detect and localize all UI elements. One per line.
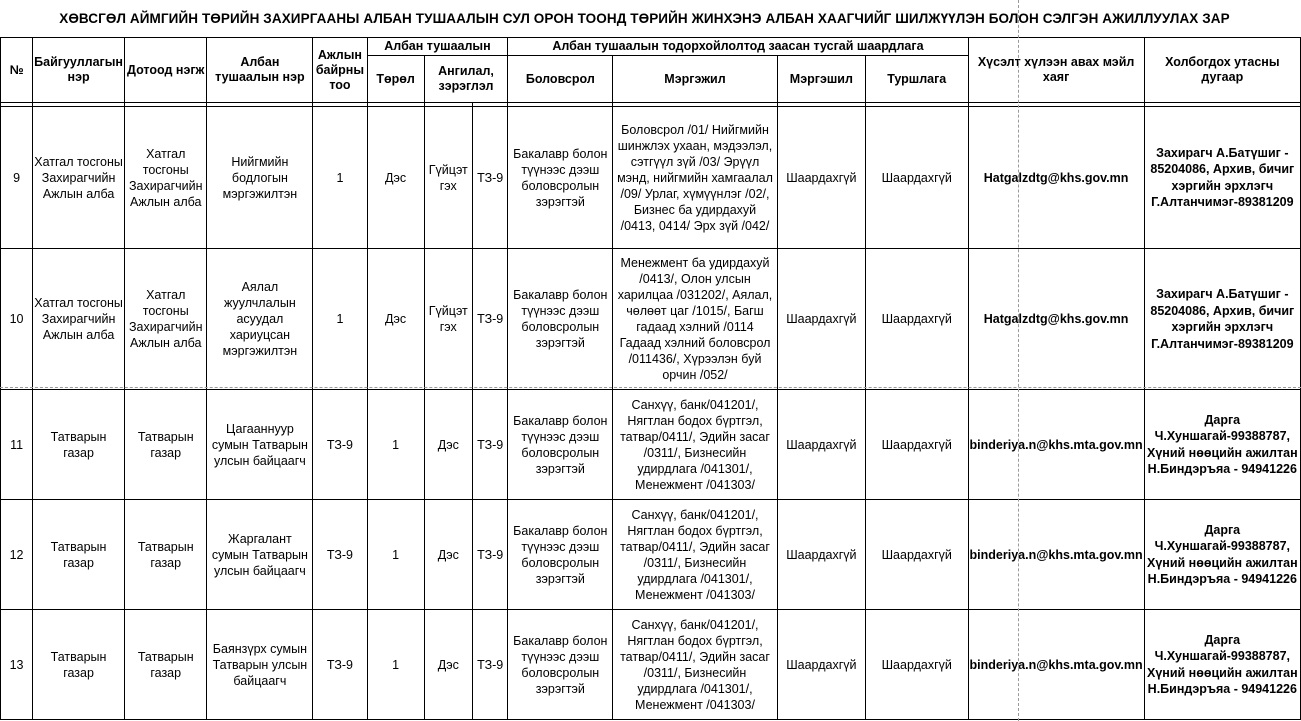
cell-grade[interactable]: ТЗ-9 (472, 249, 507, 390)
cell-count[interactable]: ТЗ-9 (313, 500, 367, 610)
cell-position[interactable]: Цагааннуур сумын Татварын улсын байцаагч (207, 390, 313, 500)
cell-skill[interactable]: Шаардахгүй (777, 500, 865, 610)
header-class: Ангилал, зэрэглэл (424, 56, 508, 103)
cell-type[interactable]: Дэс (367, 249, 424, 390)
cell-count[interactable]: ТЗ-9 (313, 390, 367, 500)
cell-education[interactable]: Бакалавр болон түүнээс дээш боловсролын зэрэгтэй (508, 390, 613, 500)
cell-class[interactable]: Дэс (424, 610, 472, 720)
table-row (1, 610, 1301, 720)
header-profession: Мэргэжил (613, 56, 777, 103)
cell-class[interactable]: Гүйцэт гэх (424, 107, 472, 249)
cell-count[interactable]: 1 (313, 107, 367, 249)
header-email: Хүсэлт хүлээн авах мэйл хаяг (968, 38, 1144, 103)
cell-email[interactable]: Hatgalzdtg@khs.gov.mn (968, 249, 1144, 390)
header-type: Төрөл (367, 56, 424, 103)
cell-grade[interactable]: ТЗ-9 (472, 390, 507, 500)
cell-email[interactable]: Hatgalzdtg@khs.gov.mn (968, 107, 1144, 249)
cell-count[interactable]: 1 (313, 249, 367, 390)
cell-grade[interactable]: ТЗ-9 (472, 610, 507, 720)
cell-no[interactable]: 13 (1, 610, 33, 720)
cell-unit[interactable]: Хатгал тосгоны Захирагчийн Ажлын алба (124, 249, 207, 390)
cell-profession[interactable]: Менежмент ба удирдахуй /0413/, Олон улсын харилцаа /031202/, Аялал, чөлөөт цаг /1015/, Багш гадаад хэлний /0114 Гадаад хэлний боловсрол /011436/, Хүрээлэн буй орчин /052/ (613, 249, 777, 390)
table-row (1, 249, 1301, 390)
cell-type[interactable]: 1 (367, 390, 424, 500)
cell-phone[interactable]: Захирагч А.Батүшиг - 85204086, Архив, бичиг хэргийн эрхлэгч Г.Алтанчимэг-89381209 (1144, 249, 1300, 390)
cell-position[interactable]: Аялал жуулчлалын асуудал хариуцсан мэргэжилтэн (207, 249, 313, 390)
header-post-group: Албан тушаалын (367, 38, 508, 56)
cell-experience[interactable]: Шаардахгүй (865, 610, 968, 720)
cell-organization[interactable]: Хатгал тосгоны Захирагчийн Ажлын алба (33, 107, 125, 249)
cell-organization[interactable]: Татварын газар (33, 610, 125, 720)
cell-class[interactable]: Дэс (424, 390, 472, 500)
cell-education[interactable]: Бакалавр болон түүнээс дээш боловсролын зэрэгтэй (508, 249, 613, 390)
cell-class[interactable]: Дэс (424, 500, 472, 610)
cell-profession[interactable]: Санхүү, банк/041201/, Нягтлан бодох бүртгэл, татвар/0411/, Эдийн засаг /0311/, Бизнесийн удирдлага /041301/, Менежмент /041303/ (613, 500, 777, 610)
cell-phone[interactable]: Захирагч А.Батүшиг - 85204086, Архив, бичиг хэргийн эрхлэгч Г.Алтанчимэг-89381209 (1144, 107, 1300, 249)
cell-profession[interactable]: Санхүү, банк/041201/, Нягтлан бодох бүртгэл, татвар/0411/, Эдийн засаг /0311/, Бизнесийн удирдлага /041301/, Менежмент /041303/ (613, 390, 777, 500)
header-requirements-group: Албан тушаалын тодорхойлолтод заасан тусгай шаардлага (508, 38, 968, 56)
header-experience: Туршлага (865, 56, 968, 103)
cell-no[interactable]: 9 (1, 107, 33, 249)
cell-education[interactable]: Бакалавр болон түүнээс дээш боловсролын зэрэгтэй (508, 610, 613, 720)
header-no: № (1, 38, 33, 103)
cell-no[interactable]: 12 (1, 500, 33, 610)
cell-position[interactable]: Нийгмийн бодлогын мэргэжилтэн (207, 107, 313, 249)
cell-phone[interactable]: Дарга Ч.Хуншагай-99388787, Хүний нөөцийн ажилтан Н.Биндэръяа - 94941226 (1144, 610, 1300, 720)
header-skill: Мэргэшил (777, 56, 865, 103)
cell-profession[interactable]: Санхүү, банк/041201/, Нягтлан бодох бүртгэл, татвар/0411/, Эдийн засаг /0311/, Бизнесийн удирдлага /041301/, Менежмент /041303/ (613, 610, 777, 720)
cell-email[interactable]: binderiya.n@khs.mta.gov.mn (968, 610, 1144, 720)
header-phone: Холбогдох утасны дугаар (1144, 38, 1300, 103)
header-organization: Байгууллагын нэр (33, 38, 125, 103)
cell-type[interactable]: Дэс (367, 107, 424, 249)
cell-education[interactable]: Бакалавр болон түүнээс дээш боловсролын зэрэгтэй (508, 500, 613, 610)
sheet-title: ХӨВСГӨЛ АЙМГИЙН ТӨРИЙН ЗАХИРГААНЫ АЛБАН ТУШААЛЫН СУЛ ОРОН ТООНД ТӨРИЙН ЖИНХЭНЭ АЛБАН ХААГЧИЙГ ШИЛЖҮҮЛЭН БОЛОН СЭЛГЭН АЖИЛЛУУЛАХ ЗАР (59, 11, 1230, 26)
cell-experience[interactable]: Шаардахгүй (865, 107, 968, 249)
cell-grade[interactable]: ТЗ-9 (472, 107, 507, 249)
header-unit: Дотоод нэгж (124, 38, 207, 103)
cell-unit[interactable]: Татварын газар (124, 610, 207, 720)
cell-class[interactable]: Гүйцэт гэх (424, 249, 472, 390)
cell-skill[interactable]: Шаардахгүй (777, 107, 865, 249)
cell-organization[interactable]: Татварын газар (33, 390, 125, 500)
cell-no[interactable]: 10 (1, 249, 33, 390)
cell-phone[interactable]: Дарга Ч.Хуншагай-99388787, Хүний нөөцийн ажилтан Н.Биндэръяа - 94941226 (1144, 500, 1300, 610)
cell-phone[interactable]: Дарга Ч.Хуншагай-99388787, Хүний нөөцийн ажилтан Н.Биндэръяа - 94941226 (1144, 390, 1300, 500)
cell-skill[interactable]: Шаардахгүй (777, 610, 865, 720)
cell-count[interactable]: ТЗ-9 (313, 610, 367, 720)
cell-experience[interactable]: Шаардахгүй (865, 249, 968, 390)
cell-skill[interactable]: Шаардахгүй (777, 390, 865, 500)
table-row (1, 107, 1301, 249)
table-row (1, 390, 1301, 500)
cell-type[interactable]: 1 (367, 610, 424, 720)
cell-position[interactable]: Баянзүрх сумын Татварын улсын байцаагч (207, 610, 313, 720)
cell-no[interactable]: 11 (1, 390, 33, 500)
table-row (1, 500, 1301, 610)
header-row-1 (1, 38, 1301, 56)
cell-email[interactable]: binderiya.n@khs.mta.gov.mn (968, 500, 1144, 610)
cell-experience[interactable]: Шаардахгүй (865, 390, 968, 500)
cell-grade[interactable]: ТЗ-9 (472, 500, 507, 610)
cell-type[interactable]: 1 (367, 500, 424, 610)
header-count: Ажлын байрны тоо (313, 38, 367, 103)
cell-unit[interactable]: Хатгал тосгоны Захирагчийн Ажлын алба (124, 107, 207, 249)
cell-organization[interactable]: Хатгал тосгоны Захирагчийн Ажлын алба (33, 249, 125, 390)
cell-unit[interactable]: Татварын газар (124, 390, 207, 500)
vacancy-table (0, 37, 1301, 720)
header-education: Боловсрол (508, 56, 613, 103)
cell-education[interactable]: Бакалавр болон түүнээс дээш боловсролын зэрэгтэй (508, 107, 613, 249)
cell-organization[interactable]: Татварын газар (33, 500, 125, 610)
header-position: Албан тушаалын нэр (207, 38, 313, 103)
cell-profession[interactable]: Боловсрол /01/ Нийгмийн шинжлэх ухаан, мэдээлэл, сэтгүүл зүй /03/ Эрүүл мэнд, нийгмийн хамгаалал /09/ Урлаг, хүмүүнлэг /02/, Бизнес ба удирдахуй /0413, 0414/ Эрх зүй /042/ (613, 107, 777, 249)
cell-email[interactable]: binderiya.n@khs.mta.gov.mn (968, 390, 1144, 500)
cell-experience[interactable]: Шаардахгүй (865, 500, 968, 610)
cell-unit[interactable]: Татварын газар (124, 500, 207, 610)
cell-skill[interactable]: Шаардахгүй (777, 249, 865, 390)
cell-position[interactable]: Жаргалант сумын Татварын улсын байцаагч (207, 500, 313, 610)
